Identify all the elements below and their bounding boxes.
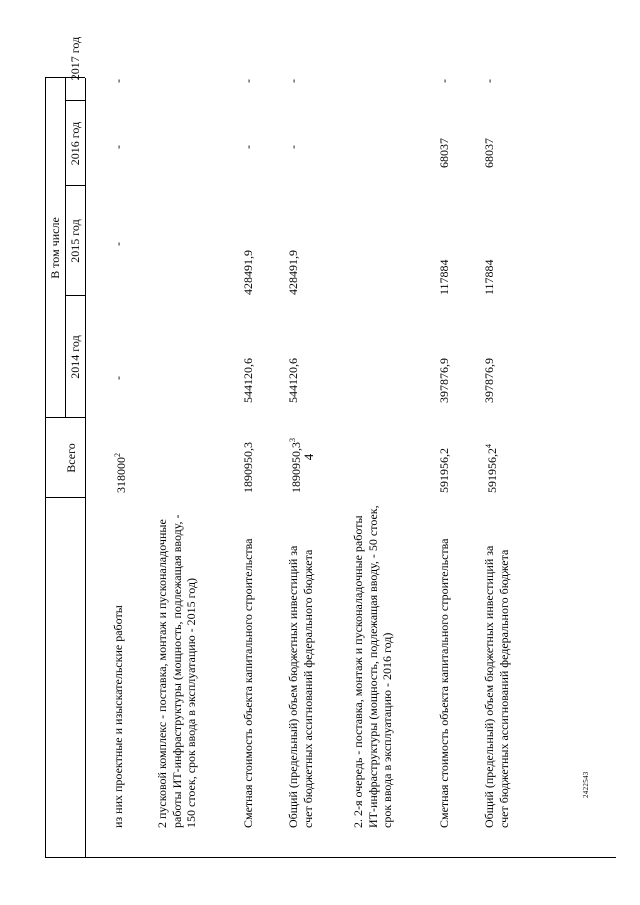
row-total: 1890950,3 [241, 442, 255, 493]
header-including: В том числе [48, 217, 62, 279]
row-value-2015: 428491,9 [241, 250, 255, 295]
row-label: 2 пусковой комплекс - поставка, монтаж и пусконаладочные работы ИТ-инфраструктуры (мощность, подлежащая вводу, - 150 стоек, срок ввода в эксплуатацию - 2015 год) [155, 514, 198, 828]
page-number: 4 [301, 453, 316, 461]
row-value-2015: - [111, 242, 125, 246]
row-value-2014: 397876,9 [437, 358, 451, 403]
row-value-2015: 117884 [437, 259, 451, 295]
row-value-2017: - [286, 79, 300, 83]
row-value-2015: 428491,9 [286, 250, 300, 295]
document-id: 2422543 [582, 771, 590, 798]
row-label: из них проектные и изыскательские работы [111, 605, 125, 828]
row-value-2015: 117884 [482, 259, 496, 295]
row-label: Сметная стоимость объекта капитального строительства [241, 538, 255, 828]
header-bottom-line [85, 78, 86, 858]
row-value-2014: 544120,6 [241, 358, 255, 403]
row-label: Общий (предельный) объем бюджетных инвестиций за счет бюджетных ассигнований федерального бюджета [482, 545, 511, 828]
row-value-2017: - [241, 79, 255, 83]
row-label: Сметная стоимость объекта капитального строительства [437, 538, 451, 828]
row-total: 318000$^2$ [113, 453, 128, 493]
row-value-2014: - [111, 376, 125, 380]
row-label: 2. 2-я очередь - поставка, монтаж и пусконаладочные работы ИТ-инфраструктуры (мощность, подлежащая вводу, - 50 стоек, срок ввода в эксплуатацию - 2016 год) [351, 505, 394, 828]
row-value-2014: 397876,9 [482, 358, 496, 403]
header-year-2017: 2017 год [68, 36, 82, 81]
row-value-2016: 68037 [482, 138, 496, 168]
row-total: 1890950,3$^3$ [288, 438, 303, 493]
row-value-2016: - [111, 145, 125, 149]
row-value-2014: 544120,6 [286, 358, 300, 403]
row-label: Общий (предельный) объем бюджетных инвестиций за счет бюджетных ассигнований федерального бюджета [286, 545, 315, 828]
investment-table [45, 0, 616, 858]
row-value-2016: - [286, 145, 300, 149]
row-value-2016: 68037 [437, 138, 451, 168]
row-value-2017: - [111, 79, 125, 83]
row-total: 591956,2 [437, 448, 451, 493]
row-value-2017: - [437, 79, 451, 83]
header-mid-line [65, 78, 66, 418]
header-top-line [45, 78, 46, 858]
header-year-2014: 2014 год [68, 335, 82, 379]
row-total: 591956,2$^4$ [484, 444, 499, 493]
table-border-left [45, 857, 616, 858]
header-year-2015: 2015 год [68, 219, 82, 263]
row-value-2016: - [241, 145, 255, 149]
row-value-2017: - [482, 79, 496, 83]
header-total: Всего [64, 443, 78, 473]
header-year-2016: 2016 год [68, 121, 82, 166]
